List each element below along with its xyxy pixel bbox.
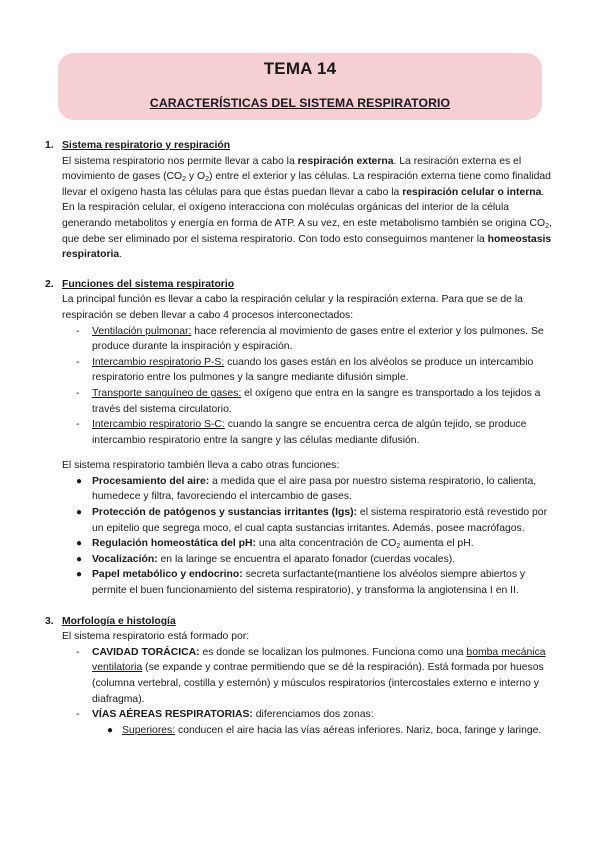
list-item: ● Procesamiento del aire: a medida que el aire pasa por nuestro sistema respiratorio, lo calienta, humedece y filtra, favoreciendo el intercambio de gases.	[76, 475, 537, 503]
list-item: ● Regulación homeostática del pH: una alta concentración de $CO_2$ aumenta el pH.	[76, 538, 474, 551]
section-3-intro: El sistema respiratorio está formado por:	[62, 631, 250, 643]
section-title: Sistema respiratorio y respiración	[62, 140, 231, 151]
process-list	[0, 324, 600, 449]
bold-term: homeostasis respiratoria	[62, 233, 552, 261]
section-3-heading	[0, 614, 600, 630]
list-item: - VÍAS AÉREAS RESPIRATORIAS: diferenciamos dos zonas:	[76, 709, 374, 721]
bold-term: respiración celular o interna	[402, 186, 542, 198]
section-title: Morfología e histología	[62, 615, 176, 627]
section-2-heading	[0, 277, 600, 293]
title-banner	[58, 53, 542, 120]
list-item: ● Superiores: conducen el aire hacia las vías aéreas inferiores. Nariz, boca, faringe y laringe.	[107, 724, 542, 736]
bold-term: respiración externa	[297, 155, 394, 167]
structure-list	[0, 645, 600, 723]
document-body	[0, 138, 600, 738]
functions-intro: El sistema respiratorio también lleva a cabo otras funciones:	[62, 460, 340, 472]
functions-list	[0, 474, 600, 599]
section-number: 2.	[45, 278, 54, 290]
list-item: - Intercambio respiratorio S-C: cuando la sangre se encuentra cerca de algún tejido, se produce intercambio respiratorio entre la sangre y las células mediante difusión.	[76, 419, 527, 446]
list-item: ● Vocalización: en la laringe se encuentra el aparato fonador (cuerdas vocales).	[76, 553, 456, 565]
list-item: ● Protección de patógenos y sustancias irritantes (Igs): el sistema respiratorio está revestido por un epitelio que segrega moco, el cual capta sustancias irritantes. Además, posee macrófagos.	[76, 507, 548, 534]
section-title: Funciones del sistema respiratorio	[62, 278, 235, 290]
list-item: - CAVIDAD TORÁCICA: es donde se localizan los pulmones. Funciona como una bomba mecánica ventilatoria (se expande y contrae permitiendo que se dé la respiración). Está formada por huesos (columna vertebral, costilla y esternón) y músculos respiratorios (intercostales externo e interno y diafragma).	[76, 646, 546, 705]
page-subtitle: CARACTERÍSTICAS DEL SISTEMA RESPIRATORIO	[149, 96, 451, 110]
list-item: - Ventilación pulmonar: hace referencia al movimiento de gases entre el exterior y los pulmones. Se produce durante la inspiración y espiración.	[76, 325, 544, 353]
list-item: - Transporte sanguíneo de gases: el oxígeno que entra en la sangre es transportado a los tejidos a través del sistema circulatorio.	[76, 387, 541, 415]
section-1-heading	[0, 138, 600, 154]
list-item: ● Papel metabólico y endocrino: secreta surfactante(mantiene los alvéolos siempre abiertos y permite el buen funcionamiento del sistema respiratorio), y transforma la angiotensina I en II.	[76, 569, 526, 597]
page-title: TEMA 14	[263, 59, 337, 78]
section-1-paragraph: El sistema respiratorio nos permite llevar a cabo la respiración externa. La resiración externa es el movimiento de gases ($CO_2$ y $O_2$) entre el exterior y las células. La respiración externa tiene como finalidad llevar el oxígeno hasta las células para que éstas puedan llevar a cabo la respiración celular o interna. En la respiración celular, el oxígeno interacciona con moléculas orgánicas del interior de la célula generando metabolitos y energía en forma de ATP. A su vez, en este metabolismo también se origina $CO_2$, que debe ser eliminado por el sistema respiratorio. Con todo esto conseguimos mantener la homeostasis respiratoria.	[62, 155, 552, 261]
list-item: - Intercambio respiratorio P-S: cuando los gases están en los alvéolos se produce un intercambio respiratorio entre los pulmones y la sangre mediante difusión simple.	[76, 356, 534, 384]
section-number: 3.	[45, 615, 54, 627]
section-2-intro: La principal función es llevar a cabo la respiración celular y la respiración externa. Para que se de la respiración se deben llevar a cabo 4 procesos interconectados:	[62, 294, 523, 321]
section-number: 1.	[45, 140, 54, 151]
